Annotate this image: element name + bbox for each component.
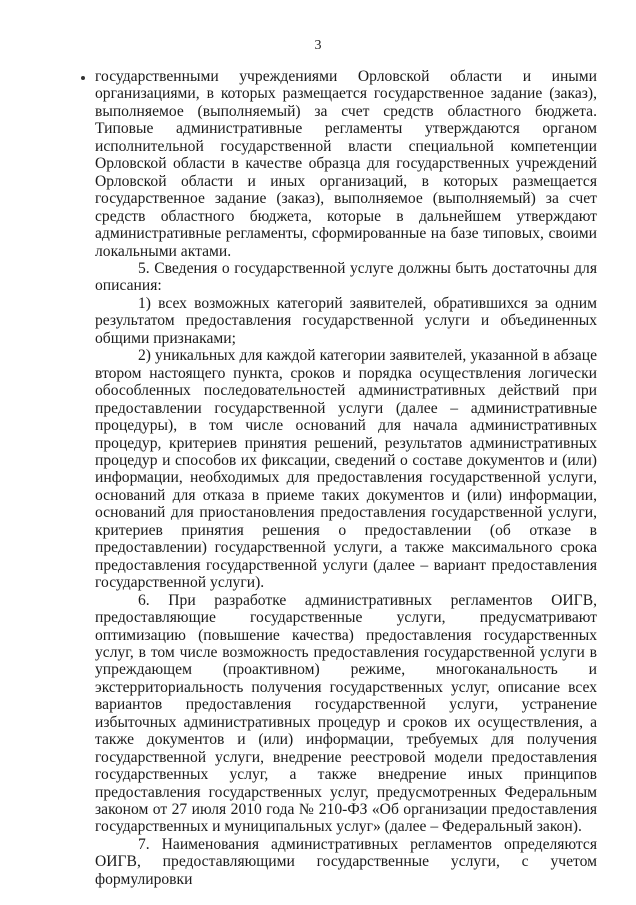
document-body [95,68,597,888]
paragraph-item-6: 6. При разработке административных регламентов ОИГВ, предоставляющие государственные услуги, предусматривают оптимизацию (повышение качества) предоставления государственных услуг, в том числе возможность предоставления государственной услуги в упреждающем (проактивном) режиме, многоканальность и экстерриториальность получения государственных услуг, описание всех вариантов предоставления государственной услуги, устранение избыточных административных процедур и сроков их осуществления, а также документов и (или) информации, требуемых для получения государственной услуги, внедрение реестровой модели предоставления государственных услуг, а также внедрение иных принципов предоставления государственных услуг, предусмотренных Федеральным законом от 27 июля 2010 года № 210-ФЗ «Об организации предоставления государственных и муниципальных услуг» (далее – Федеральный закон). [95,591,597,836]
paragraph-item-5: 5. Сведения о государственной услуге должны быть достаточны для описания: [95,259,597,295]
paragraph-item-7: 7. Наименования административных регламентов определяются ОИГВ, предоставляющими государственные услуги, с учетом формулировки [95,835,597,888]
paragraph-subitem-2: 2) уникальных для каждой категории заявителей, указанной в абзаце втором настоящего пункта, сроков и порядка осуществления логически обособленных последовательностей административных действий при предоставлении государственной услуги (далее – административные процедуры), в том числе оснований для начала административных процедур, критериев принятия решений, результатов административных процедур и способов их фиксации, сведений о составе документов и (или) информации, необходимых для предоставления государственной услуги, оснований для отказа в приеме таких документов и (или) информации, оснований для приостановления предоставления государственной услуги, критериев принятия решения о предоставлении (об отказе в предоставлении) государственной услуги, а также максимального срока предоставления государственной услуги (далее – вариант предоставления государственной услуги). [95,347,597,592]
scan-dot [81,76,85,80]
page-number: 3 [314,38,322,53]
paragraph-continuation: государственными учреждениями Орловской области и иными организациями, в которых размещается государственное задание (заказ), выполняемое (выполняемый) за счет средств областного бюджета. Типовые административные регламенты утверждаются органом исполнительной государственной власти специальной компетенции Орловской области в качестве образца для государственных учреждений Орловской области и иных организаций, в которых размещается государственное задание (заказ), выполняемое (выполняемый) за счет средств областного бюджета, которые в дальнейшем утверждают административные регламенты, сформированные на базе типовых, своими локальными актами. [95,68,597,260]
paragraph-subitem-1: 1) всех возможных категорий заявителей, обратившихся за одним результатом предоставления государственной услуги и объединенных общими признаками; [95,294,597,347]
